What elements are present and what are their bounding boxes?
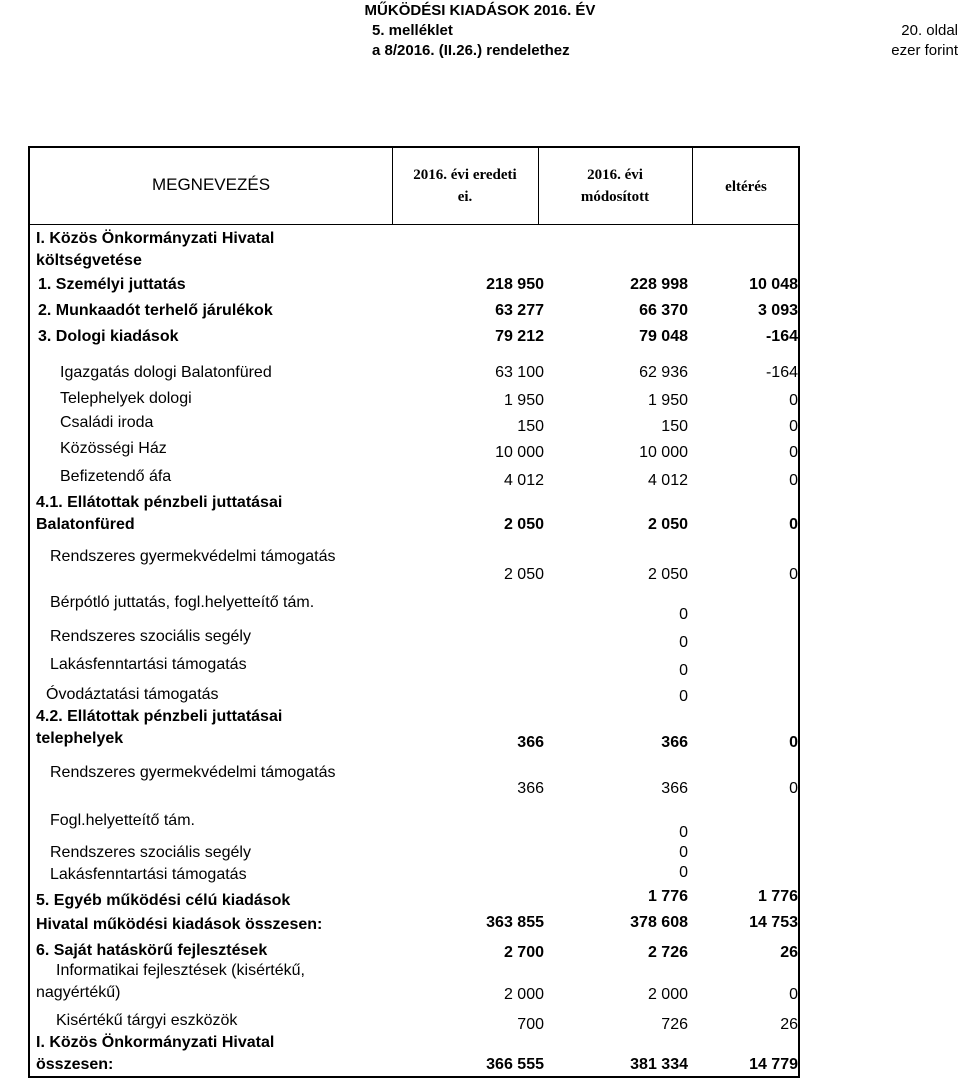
value-original: 700	[517, 1016, 544, 1033]
row-label: Közösségi Ház	[60, 440, 167, 457]
row-label: 3. Dologi kiadások	[38, 328, 179, 345]
row-label: Telephelyek dologi	[60, 390, 192, 407]
column-header-original	[392, 164, 538, 208]
column-header-modified-line1: 2016. évi	[587, 167, 643, 183]
value-original: 2 000	[503, 986, 544, 1003]
value-original: 2 050	[503, 566, 544, 583]
value-difference: 26	[780, 1016, 798, 1033]
page-number: 20. oldal	[901, 22, 958, 39]
value-modified: 62 936	[639, 364, 688, 381]
value-difference: 3 093	[757, 302, 798, 319]
value-modified: 366	[661, 734, 688, 751]
row-label-line2: nagyértékű)	[36, 984, 121, 1001]
value-modified: 366	[661, 780, 688, 797]
row-label-line2: telephelyek	[36, 730, 124, 747]
value-modified: 378 608	[630, 914, 688, 931]
row-label: 1. Személyi juttatás	[38, 276, 186, 293]
value-difference: 0	[789, 986, 798, 1003]
value-difference: 0	[789, 418, 798, 435]
value-modified: 381 334	[630, 1056, 688, 1073]
row-label: Hivatal működési kiadások összesen:	[36, 916, 323, 933]
value-modified: 4 012	[647, 472, 688, 489]
value-original: 4 012	[503, 472, 544, 489]
value-modified: 0	[679, 864, 688, 881]
value-modified: 0	[679, 824, 688, 841]
row-label: Rendszeres gyermekvédelmi támogatás	[50, 764, 336, 781]
value-modified: 0	[679, 688, 688, 705]
value-modified: 150	[661, 418, 688, 435]
row-label: Bérpótló juttatás, fogl.helyetteítő tám.	[50, 594, 315, 611]
value-modified: 0	[679, 662, 688, 679]
row-label: Rendszeres gyermekvédelmi támogatás	[50, 548, 336, 565]
row-label: Kisértékű tárgyi eszközök	[56, 1012, 238, 1029]
expense-table	[28, 146, 800, 1078]
value-original: 2 700	[503, 944, 544, 961]
value-difference: 0	[789, 780, 798, 797]
row-label: 4.1. Ellátottak pénzbeli juttatásai	[36, 494, 283, 511]
row-label: Rendszeres szociális segély	[50, 844, 251, 861]
row-label: Családi iroda	[60, 414, 154, 431]
row-label: 4.2. Ellátottak pénzbeli juttatásai	[36, 708, 283, 725]
value-original: 363 855	[486, 914, 544, 931]
value-difference: 1 776	[757, 888, 798, 905]
value-modified: 66 370	[639, 302, 688, 319]
value-difference: -164	[765, 328, 798, 345]
document-title: MŰKÖDÉSI KIADÁSOK 2016. ÉV	[364, 2, 596, 19]
row-label: Informatikai fejlesztések (kisértékű,	[56, 962, 305, 979]
value-modified: 0	[679, 606, 688, 623]
row-label-line2: Balatonfüred	[36, 516, 135, 533]
value-difference: 14 753	[749, 914, 798, 931]
value-modified: 79 048	[639, 328, 688, 345]
value-modified: 0	[679, 634, 688, 651]
row-label: Lakásfenntartási támogatás	[50, 866, 247, 883]
value-original: 63 277	[495, 302, 544, 319]
value-modified: 726	[661, 1016, 688, 1033]
column-header-modified	[538, 164, 692, 208]
value-original: 150	[517, 418, 544, 435]
value-difference: 0	[789, 734, 798, 751]
value-modified: 0	[679, 844, 688, 861]
row-label: Óvodáztatási támogatás	[46, 686, 219, 703]
value-original: 366	[517, 780, 544, 797]
row-label: Befizetendő áfa	[60, 468, 172, 485]
decree-label: a 8/2016. (II.26.) rendelethez	[372, 42, 570, 59]
value-modified: 2 050	[647, 516, 688, 533]
value-original: 218 950	[486, 276, 544, 293]
value-difference: 0	[789, 566, 798, 583]
value-modified: 2 726	[647, 944, 688, 961]
value-original: 1 950	[503, 392, 544, 409]
row-label: Fogl.helyetteítő tám.	[50, 812, 195, 829]
column-header-name: MEGNEVEZÉS	[151, 175, 271, 194]
value-difference: 0	[789, 392, 798, 409]
row-label-line2: összesen:	[36, 1056, 114, 1073]
column-header-diff: eltérés	[725, 179, 767, 195]
row-label: Igazgatás dologi Balatonfüred	[60, 364, 272, 381]
row-label: Rendszeres szociális segély	[50, 628, 251, 645]
row-label-line2: költségvetése	[36, 252, 142, 269]
unit-label: ezer forint	[891, 42, 958, 59]
value-modified: 2 050	[647, 566, 688, 583]
value-difference: 0	[789, 516, 798, 533]
value-modified: 2 000	[647, 986, 688, 1003]
value-original: 79 212	[495, 328, 544, 345]
value-modified: 1 950	[647, 392, 688, 409]
row-label: Lakásfenntartási támogatás	[50, 656, 247, 673]
value-difference: 10 048	[749, 276, 798, 293]
value-original: 10 000	[495, 444, 544, 461]
column-header-original-line2: ei.	[457, 189, 473, 205]
value-original: 2 050	[503, 516, 544, 533]
value-original: 63 100	[495, 364, 544, 381]
row-label: 5. Egyéb működési célú kiadások	[36, 892, 291, 909]
row-label: I. Közös Önkormányzati Hivatal	[36, 1034, 275, 1051]
annex-label: 5. melléklet	[372, 22, 453, 39]
column-header-modified-line2: módosított	[580, 189, 650, 205]
value-original: 366 555	[486, 1056, 544, 1073]
column-header-original-line1: 2016. évi eredeti	[413, 167, 517, 183]
row-label: 2. Munkaadót terhelő járulékok	[38, 302, 273, 319]
value-modified: 10 000	[639, 444, 688, 461]
header-divider	[30, 224, 798, 225]
value-difference: 0	[789, 472, 798, 489]
value-difference: 0	[789, 444, 798, 461]
value-difference: 14 779	[749, 1056, 798, 1073]
value-difference: -164	[765, 364, 798, 381]
value-original: 366	[517, 734, 544, 751]
value-modified: 1 776	[647, 888, 688, 905]
value-modified: 228 998	[630, 276, 688, 293]
row-label: I. Közös Önkormányzati Hivatal	[36, 230, 275, 247]
row-label: 6. Saját hatáskörű fejlesztések	[36, 942, 268, 959]
value-difference: 26	[780, 944, 798, 961]
